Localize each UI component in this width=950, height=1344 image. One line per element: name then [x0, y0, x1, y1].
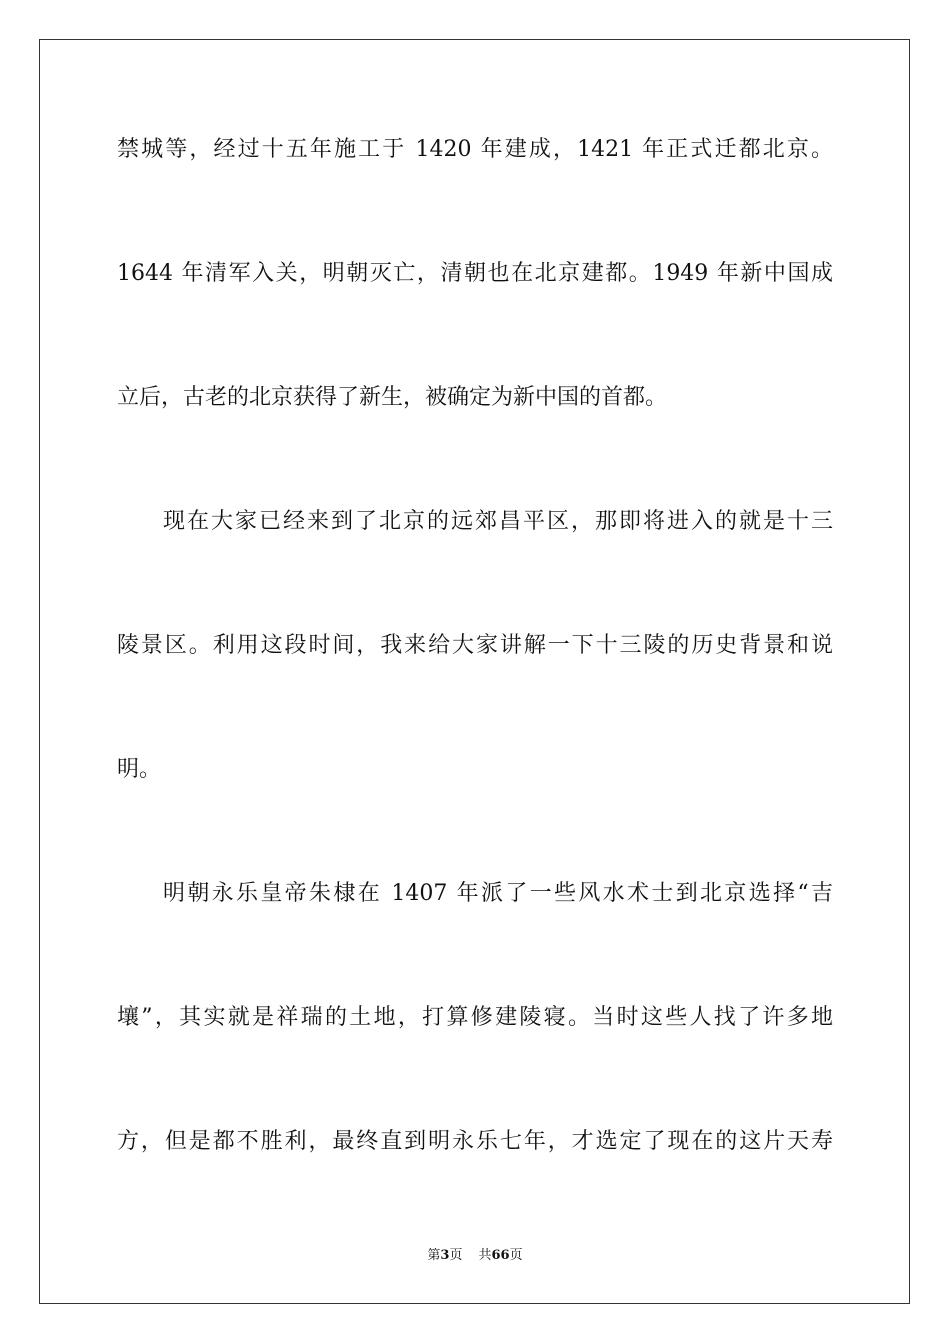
page-border [39, 39, 910, 1304]
total-label-suffix: 页 [509, 1248, 523, 1263]
text-line-7: 明朝永乐皇帝朱棣在 1407 年派了一些风水术士到北京选择“吉 [163, 881, 833, 906]
text-line-4: 现在大家已经来到了北京的远郊昌平区，那即将进入的就是十三 [163, 509, 833, 534]
text-line-8: 壤”，其实就是祥瑞的土地，打算修建陵寝。当时这些人找了许多地 [117, 1005, 833, 1030]
total-pages: 66 [491, 1248, 510, 1263]
text-line-6: 明。 [117, 757, 162, 782]
text-line-5: 陵景区。利用这段时间，我来给大家讲解一下十三陵的历史背景和说 [117, 633, 833, 658]
page-label-suffix: 页 [449, 1248, 463, 1263]
text-line-3: 立后，古老的北京获得了新生，被确定为新中国的首都。 [117, 385, 668, 410]
page-number: 3 [440, 1248, 450, 1263]
page-footer [0, 1248, 950, 1264]
total-label-prefix: 共 [478, 1248, 492, 1263]
text-line-2: 1644 年清军入关，明朝灭亡，清朝也在北京建都。1949 年新中国成 [117, 261, 833, 286]
page-label-prefix: 第 [427, 1248, 441, 1263]
text-line-1: 禁城等，经过十五年施工于 1420 年建成，1421 年正式迁都北京。 [117, 137, 833, 162]
text-line-9: 方，但是都不胜利，最终直到明永乐七年，才选定了现在的这片天寿 [117, 1129, 833, 1154]
